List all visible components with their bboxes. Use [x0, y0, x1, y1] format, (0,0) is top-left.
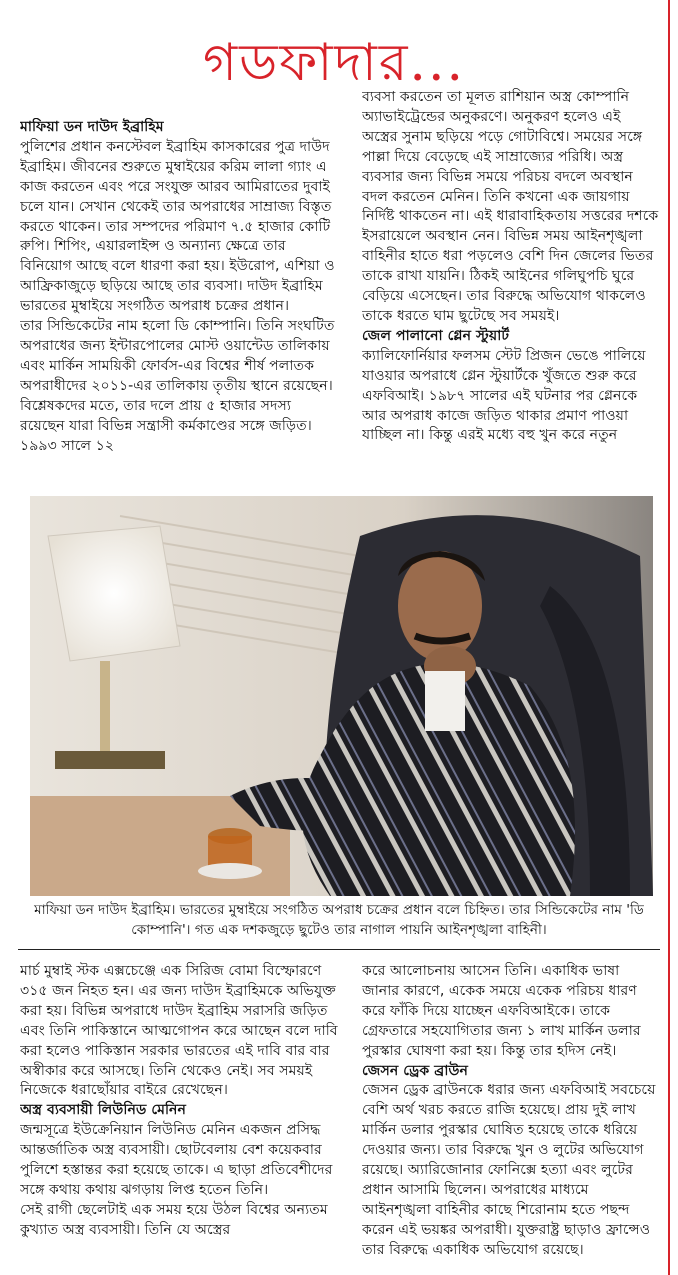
photo-illustration [30, 496, 653, 896]
page-title: গডফাদার... [202, 33, 466, 93]
page-border-line [668, 0, 670, 1275]
article-column-2 [362, 88, 660, 480]
paragraph: জেসন ড্রেক ব্রাউনকে ধরার জন্য এফবিআই সবচেয়ে বেশি অর্থ খরচ করতে রাজি হয়েছে। প্রায় দুই লাখ মার্কিন ডলার পুরস্কার ঘোষিত হয়েছে তাকে ধরিয়ে দেওয়ার জন্য। তার বিরুদ্ধে খুন ও লুটের অভিযোগ রয়েছে। অ্যারিজোনার ফোনিক্সে হত্যা এবং লুটের প্রধান আসামি ছিলেন। অপরাধের মাধ্যমে আইনশৃঙ্খলা বাহিনীর কাছে শিরোনাম হতে পছন্দ করেন এই ভয়ঙ্কর অপরাধী। যুক্তরাষ্ট্র ছাড়াও ফ্রান্সেও তার বিরুদ্ধে একাধিক অভিযোগ রয়েছে। [362, 1082, 656, 1258]
section-heading-leonid-minin: অস্ত্র ব্যবসায়ী লিউনিড মেনিন [20, 1102, 186, 1119]
paragraph: জন্মসূত্রে ইউক্রেনিয়ান লিউনিড মেনিন একজন প্রসিদ্ধ আন্তর্জাতিক অস্ত্র ব্যবসায়ী। ছোটবেলায় বেশ কয়েকবার পুলিশে হস্তান্তর করা হয়েছে তাকে। এ ছাড়া প্রতিবেশীদের সঙ্গে কথায় কথায় ঝগড়ায় লিপ্ত হতেন তিনি। [20, 1122, 333, 1198]
section-heading-jason-derek-brown: জেসন ড্রেক ব্রাউন [362, 1062, 468, 1079]
paragraph: পুলিশের প্রধান কনস্টেবল ইব্রাহিম কাসকারের পুত্র দাউদ ইব্রাহিম। জীবনের শুরুতে মুম্বাইয়ের করিম লালা গ্যাং এ কাজ করতেন এবং পরে সংযুক্ত আরব আমিরাতের দুবাই চলে যান। সেখান থেকেই তার অপরাধের সাম্রাজ্য বিস্তৃত করতে থাকেন। তার সম্পদের পরিমাণ ৭.৫ হাজার কোটি রুপি। শিপিং, এয়ারলাইন্স ও অন্যান্য ক্ষেত্রে তার বিনিয়োগ আছে বলে ধারণা করা হয়। ইউরোপ, এশিয়া ও আফ্রিকাজুড়ে ছড়িয়ে আছে তার ব্যবসা। দাউদ ইব্রাহিম ভারতের মুম্বাইয়ে সংগঠিত অপরাধ চক্রের প্রধান। [20, 138, 335, 315]
paragraph: ব্যবসা করতেন তা মূলত রাশিয়ান অস্ত্র কোম্পানি অ্যাভাইট্রেন্ডের অনুকরণে। অনুকরণ হলেও এই অস্ত্রের সুনাম ছড়িয়ে পড়ে গোটাবিশ্বে। সময়ের সঙ্গে পাল্লা দিয়ে বেড়েছে এই সাম্রাজ্যের পরিধি। অস্ত্র ব্যবসার জন্য বিভিন্ন সময়ে পরিচয় বদলে অবস্থান বদল করতেন মেনিন। তিনি কখনো এক জায়গায় নির্দিষ্ট থাকতেন না। এই ধারাবাহিকতায় সত্তরের দশকে ইসরায়েলে অবস্থান নেন। বিভিন্ন সময় আইনশৃঙ্খলা বাহিনীর হাতে ধরা পড়লেও বেশি দিন জেলের ভিতর তাকে রাখা যায়নি। ঠিকই আইনের গলিঘুপচি ঘুরে বেড়িয়ে এসেছেন। তার বিরুদ্ধে অভিযোগ থাকলেও তাকে ধরতে ঘাম ছুটেছে সব সময়ই। [362, 89, 659, 324]
section-heading-dawood: মাফিয়া ডন দাউদ ইব্রাহিম [20, 119, 164, 135]
photo-caption: মাফিয়া ডন দাউদ ইব্রাহিম। ভারতের মুম্বাইয়ে সংগঠিত অপরাধ চক্রের প্রধান বলে চিহ্নিত। তার সিন্ডিকেটের নাম 'ডি কোম্পানি'। গত এক দশকজুড়ে ছুটেও তার নাগাল পায়নি আইনশৃঙ্খলা বাহিনী। [34, 902, 644, 938]
divider [18, 949, 660, 950]
paragraph: করে আলোচনায় আসেন তিনি। একাধিক ভাষা জানার কারণে, একেক সময়ে একেক পরিচয় ধারণ করে ফাঁকি দিয়ে যাচ্ছেন এফবিআইকে। তাকে গ্রেফতারে সহযোগিতার জন্য ১ লাখ মার্কিন ডলার পুরস্কার ঘোষণা করা হয়। কিন্তু তার হদিস নেই। [362, 963, 641, 1059]
article-column-4 [362, 962, 660, 1272]
paragraph: তার সিন্ডিকেটের নাম হলো ডি কোম্পানি। তিনি সংঘটিত অপরাধের জন্য ইন্টারপোলের মোস্ট ওয়ান্টেড তালিকায় এবং মার্কিন সাময়িকী ফোর্বস-এর বিশ্বের শীর্ষ পলাতক অপরাধীদের ২০১১-এর তালিকায় তৃতীয় স্থানে রয়েছেন। বিশ্লেষকদের মতে, তার দলে প্রায় ৫ হাজার সদস্য রয়েছেন যারা বিভিন্ন সন্ত্রাসী কর্মকাণ্ডের সঙ্গে জড়িত। ১৯৯৩ সালে ১২ [20, 318, 335, 454]
dawood-ibrahim-photo [30, 496, 653, 896]
paragraph: মার্চ মুম্বাই স্টক এক্সচেঞ্জে এক সিরিজ বোমা বিস্ফোরণে ৩১৫ জন নিহত হন। এর জন্য দাউদ ইব্রাহিমকে অভিযুক্ত করা হয়। বিভিন্ন অপরাধে দাউদ ইব্রাহিম সরাসরি জড়িত এবং তিনি পাকিস্তানে আত্মগোপন করে আছেন বলে দাবি করা হলেও পাকিস্তান সরকার ভারতের এই দাবি বার বার অস্বীকার করে আসছে। তিনি থেকেও নেই। সব সময়ই নিজেকে ধরাছোঁয়ার বাইরে রেখেছেন। [20, 963, 338, 1099]
paragraph: ক্যালিফোর্নিয়ার ফলসম স্টেট প্রিজন ভেঙে পালিয়ে যাওয়ার অপরাধে গ্লেন স্টুয়ার্টকে খুঁজতে শুরু করে এফবিআই। ১৯৮৭ সালের এই ঘটনার পর গ্লেনকে আর অপরাধ কাজে জড়িত থাকার প্রমাণ পাওয়া যাচ্ছিল না। কিন্তু এরই মধ্যে বহু খুন করে নতুন [362, 347, 646, 444]
section-heading-glen-stewart: জেল পালানো গ্লেন স্টুয়ার্ট [362, 327, 510, 344]
article-column-3 [20, 962, 338, 1272]
paragraph: সেই রাগী ছেলেটাই এক সময় হয়ে উঠল বিশ্বের অন্যতম কুখ্যাত অস্ত্র ব্যবসায়ী। তিনি যে অস্ত্রের [20, 1201, 328, 1238]
article-column-1 [20, 118, 338, 480]
